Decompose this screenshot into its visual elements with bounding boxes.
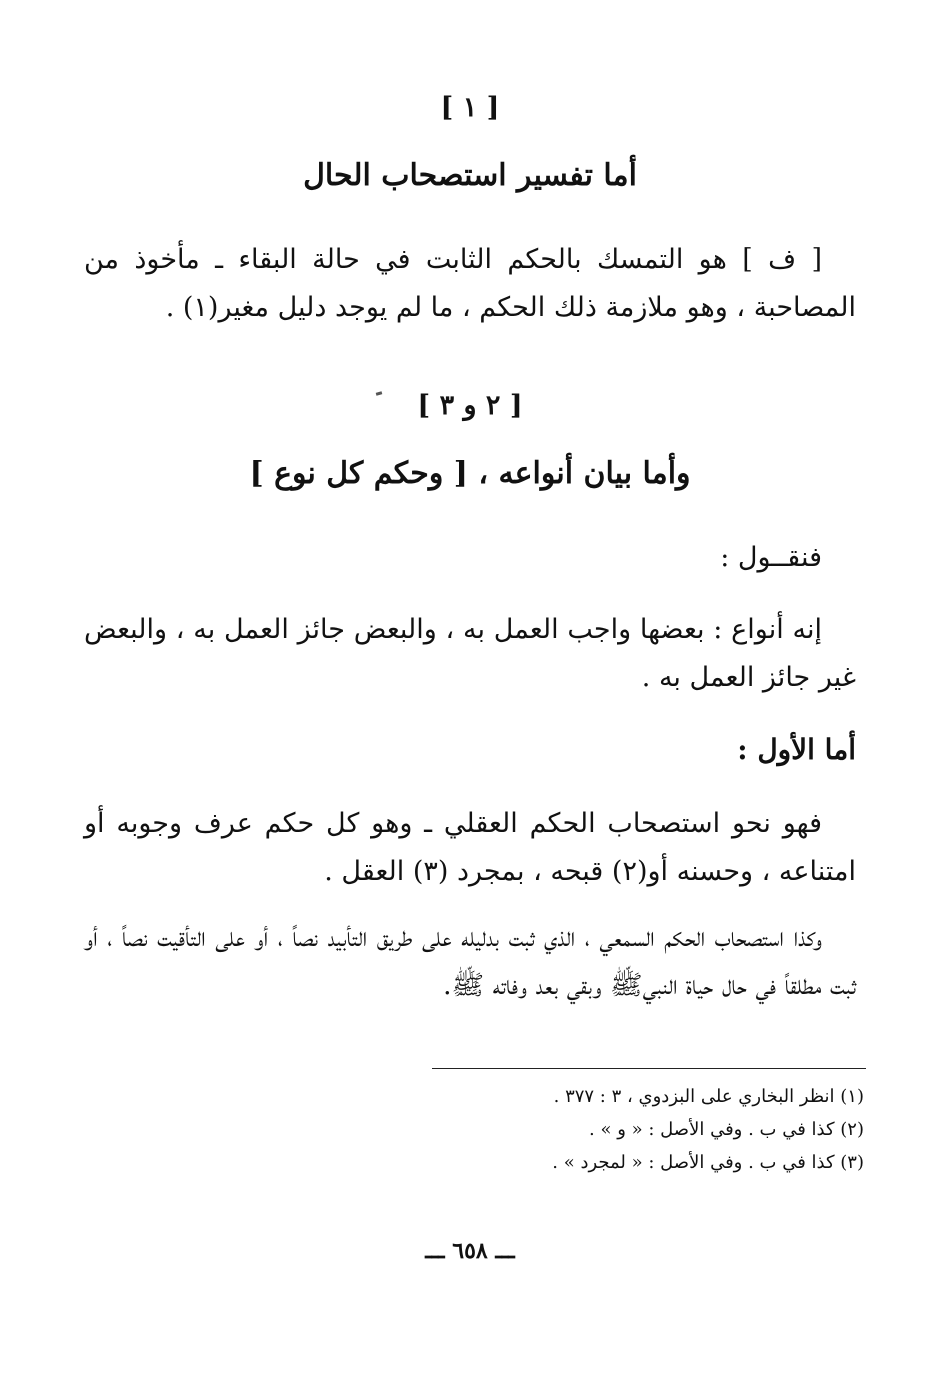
- footnote-3: (٣) كذا في ب . وفي الأصل : « لمجرد » .: [552, 1152, 864, 1173]
- section-heading-1: أما تفسير استصحاب الحال: [303, 158, 637, 193]
- first-type-heading: أما الأول :: [737, 733, 856, 766]
- page-number: ـــ ٦٥٨ ـــ: [425, 1238, 515, 1264]
- first-heading-block: [84, 726, 856, 774]
- first-type-body-2: [84, 914, 856, 1010]
- textual-ruling-paragraph: وكذا استصحاب الحكم السمعي ، الذي ثبت بدليله على طريق التأبيد نصاً ، أو على التأقيت نصاً ، أو ثبت مطلقاً في حال حياة النبيﷺ وبقي بعد وفاته ﷺ.: [84, 922, 856, 1001]
- section-heading-2: وأما بيان أنواعه ، [ وحكم كل نوع ]: [249, 456, 691, 491]
- rational-ruling-paragraph: فهو نحو استصحاب الحكم العقلي ـ وهو كل حكم عرف وجوبه أو امتناعه ، وحسنه أو(٢) قبحه ، بمجرد (٣) العقل .: [84, 808, 856, 887]
- definition-paragraph: [ ف ] هو التمسك بالحكم الثابت في حالة البقاء ـ مأخوذ من المصاحبة ، وهو ملازمة ذلك الحكم ، ما لم يوجد دليل مغير(١) .: [84, 244, 856, 323]
- types-block: [84, 606, 856, 702]
- section-1-body: [84, 236, 856, 332]
- footnotes: [84, 1080, 864, 1179]
- intro-word: فنقــول :: [720, 542, 822, 573]
- footnote-1: (١) انظر البخاري على البزدوي ، ٣ : ٣٧٧ .: [553, 1086, 864, 1107]
- section-2-body: [84, 534, 856, 582]
- footnote-2: (٢) كذا في ب . وفي الأصل : « و » .: [589, 1119, 864, 1140]
- footnote-divider: [432, 1068, 866, 1069]
- first-type-body: [84, 800, 856, 896]
- section-number-2: [ ٢ و ٣ ]: [417, 390, 523, 421]
- types-paragraph: إنه أنواع : بعضها واجب العمل به ، والبعض جائز العمل به ، والبعض غير جائز العمل به .: [84, 614, 856, 693]
- section-number-1: [ ١ ]: [440, 92, 500, 123]
